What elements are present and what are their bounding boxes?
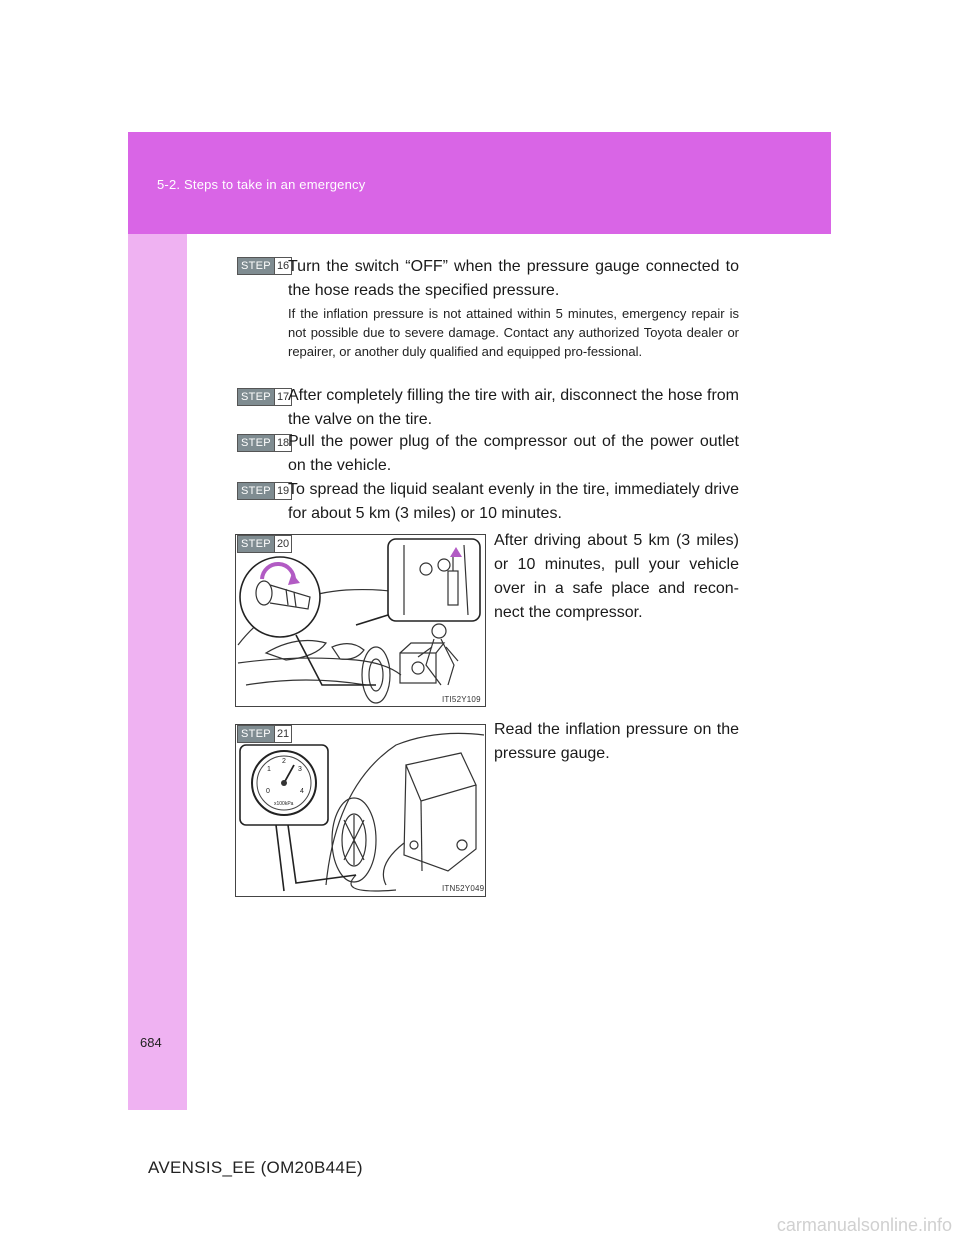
step-21-text: Read the inflation pressure on the pressure gauge. bbox=[494, 721, 739, 762]
step-19-text: To spread the liquid sealant evenly in the tire, immediately drive for about 5 km (3 miles) or 10 minutes. bbox=[288, 481, 739, 522]
tire-gauge-drawing bbox=[236, 725, 485, 896]
step-badge-21 bbox=[237, 725, 292, 743]
step-label: STEP bbox=[238, 258, 274, 274]
gauge-tick-3: 3 bbox=[298, 766, 302, 773]
step-label: STEP bbox=[238, 435, 274, 451]
step-number: 16 bbox=[274, 258, 291, 274]
step-18-text: Pull the power plug of the compressor out of the power outlet on the vehicle. bbox=[288, 433, 739, 474]
figure-code: ITI52Y109 bbox=[442, 695, 481, 704]
step-badge-17 bbox=[237, 388, 292, 406]
gauge-unit: x100kPa bbox=[274, 801, 294, 807]
step-17-text: After completely filling the tire with air, disconnect the hose from the valve on the tire. bbox=[288, 387, 739, 428]
step-16-note: If the inflation pressure is not attained within 5 minutes, emergency repair is not possible due to severe damage. Contact any authorized Toyota dealer or repairer, or another duly qualified and equipped pro-fessional. bbox=[288, 306, 739, 359]
step-number: 18 bbox=[274, 435, 291, 451]
step-badge-19 bbox=[237, 482, 292, 500]
illustration-reconnect-compressor bbox=[235, 534, 486, 707]
footer-document-id: AVENSIS_EE (OM20B44E) bbox=[148, 1158, 363, 1177]
page-number: 684 bbox=[140, 1035, 162, 1050]
step-16-text: Turn the switch “OFF” when the pressure gauge connected to the hose reads the specified pressure. bbox=[288, 258, 739, 299]
step-label: STEP bbox=[238, 726, 274, 742]
watermark: carmanualsonline.info bbox=[776, 1215, 952, 1235]
gauge-tick-4: 4 bbox=[300, 788, 304, 795]
step-number: 20 bbox=[274, 536, 291, 552]
figure-code: ITN52Y049 bbox=[442, 884, 485, 893]
illustration-read-pressure-gauge bbox=[235, 724, 486, 897]
step-badge-16 bbox=[237, 257, 292, 275]
section-title: 5-2. Steps to take in an emergency bbox=[157, 177, 366, 192]
step-number: 19 bbox=[274, 483, 291, 499]
car-front-compressor-drawing bbox=[236, 535, 485, 706]
side-band bbox=[128, 132, 187, 1110]
step-number: 21 bbox=[274, 726, 291, 742]
step-label: STEP bbox=[238, 389, 274, 405]
step-label: STEP bbox=[238, 483, 274, 499]
step-20-text: After driving about 5 km (3 miles) or 10 minutes, pull your vehicle over in a safe place and recon-nect the compressor. bbox=[494, 532, 739, 621]
step-label: STEP bbox=[238, 536, 274, 552]
step-badge-18 bbox=[237, 434, 292, 452]
step-badge-20 bbox=[237, 535, 292, 553]
step-number: 17 bbox=[274, 389, 291, 405]
gauge-tick-2: 2 bbox=[282, 758, 286, 765]
gauge-tick-0: 0 bbox=[266, 788, 270, 795]
gauge-tick-1: 1 bbox=[267, 766, 271, 773]
